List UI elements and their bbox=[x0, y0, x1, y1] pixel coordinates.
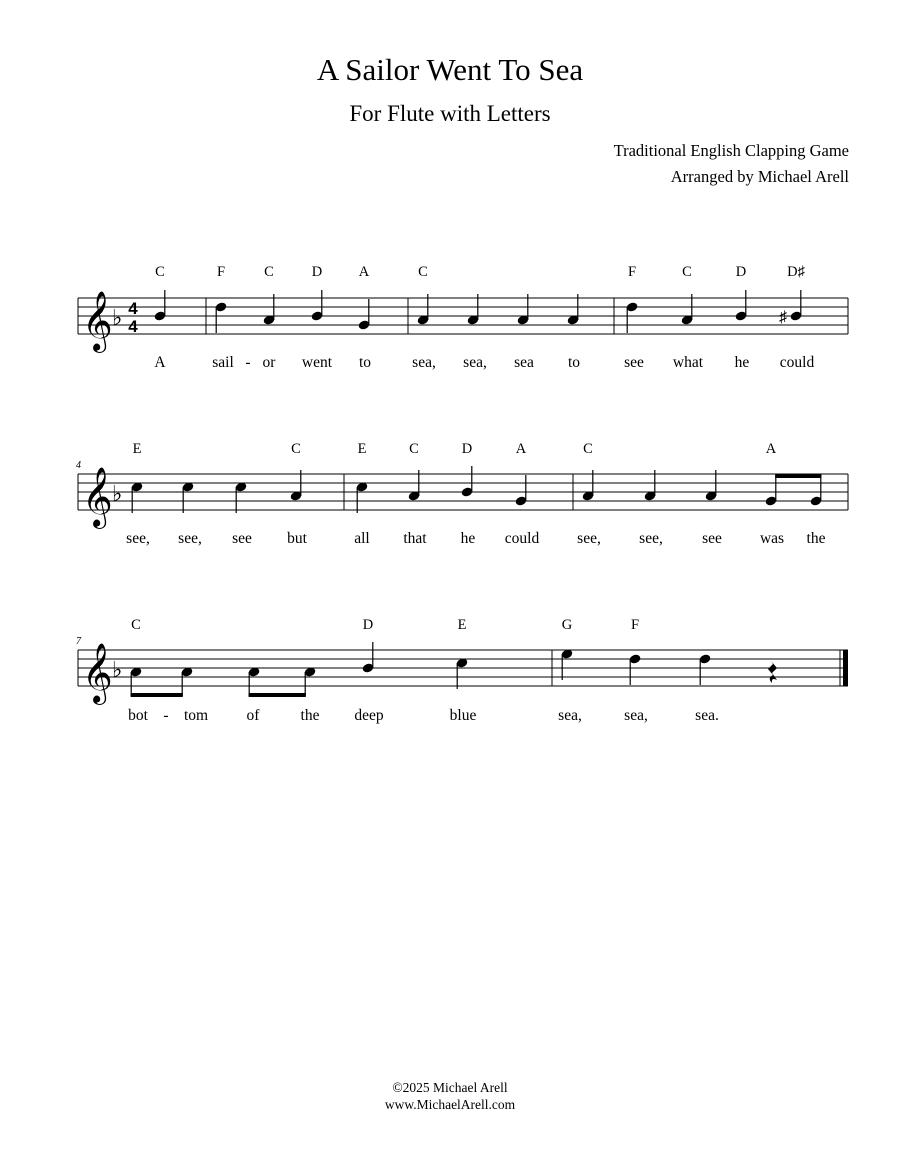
note bbox=[699, 653, 712, 685]
lyric-syllable: tom bbox=[183, 707, 209, 724]
note-letter: D bbox=[311, 264, 323, 280]
lyric-syllable: sea, bbox=[412, 354, 436, 371]
lyric-syllable: that bbox=[403, 530, 427, 547]
lyric-syllable: see, bbox=[126, 530, 150, 547]
treble-clef-icon: 𝄞 bbox=[82, 469, 113, 526]
composer-credit: Traditional English Clapping Game bbox=[613, 141, 849, 160]
note-letter: F bbox=[627, 264, 637, 280]
lyric-syllable: deep bbox=[354, 707, 384, 724]
note bbox=[362, 642, 375, 674]
page-title: A Sailor Went To Sea bbox=[316, 52, 584, 87]
lyric-syllable: see bbox=[624, 354, 644, 371]
lyrics bbox=[128, 707, 719, 724]
note bbox=[461, 466, 474, 498]
eighth-note-pair bbox=[248, 666, 317, 697]
time-signature-top: 4 bbox=[128, 299, 138, 318]
note-letter: A bbox=[765, 441, 777, 457]
note-letter: C bbox=[264, 264, 274, 280]
note bbox=[567, 294, 580, 326]
staff-lines bbox=[78, 298, 848, 334]
lyric-syllable: to bbox=[358, 354, 372, 371]
lyric-syllable: sail bbox=[212, 354, 234, 371]
lyric-syllable: sea bbox=[514, 354, 534, 371]
lyric-syllable: see, bbox=[577, 530, 601, 547]
treble-clef-icon: 𝄞 bbox=[82, 293, 113, 350]
note bbox=[417, 294, 430, 326]
flat-key-signature-icon: ♭ bbox=[112, 657, 123, 682]
note bbox=[790, 290, 803, 322]
note-letter: C bbox=[583, 441, 593, 457]
lyric-syllable: to bbox=[567, 354, 581, 371]
measure-number: 7 bbox=[76, 636, 81, 647]
note-letter: F bbox=[216, 264, 226, 280]
system-1 bbox=[78, 264, 848, 371]
lyric-syllable: or bbox=[262, 354, 276, 371]
eighth-note-pair bbox=[130, 666, 194, 697]
note bbox=[408, 470, 421, 502]
note-letter: C bbox=[418, 264, 428, 280]
final-barline bbox=[843, 650, 848, 686]
lyric-syllable: went bbox=[301, 354, 333, 371]
note bbox=[263, 294, 276, 326]
lyric-syllable: he bbox=[460, 530, 476, 547]
lyric-syllable: all bbox=[354, 530, 370, 547]
note bbox=[644, 470, 657, 502]
note bbox=[358, 299, 371, 331]
beam bbox=[775, 474, 821, 478]
note-letter: F bbox=[630, 617, 640, 633]
lyric-syllable: but bbox=[287, 530, 307, 547]
note bbox=[290, 470, 303, 502]
note bbox=[182, 481, 195, 513]
lyric-hyphen: - bbox=[245, 354, 251, 371]
note-letter: D♯ bbox=[787, 264, 805, 280]
lyric-syllable: see bbox=[702, 530, 722, 547]
note bbox=[705, 470, 718, 502]
lyric-syllable: see, bbox=[178, 530, 202, 547]
note-letter: A bbox=[515, 441, 527, 457]
note bbox=[131, 481, 144, 513]
note bbox=[456, 657, 469, 689]
lyric-syllable: A bbox=[154, 354, 166, 371]
note-letters bbox=[155, 264, 805, 280]
note-letter: C bbox=[291, 441, 301, 457]
eighth-note-pair bbox=[765, 474, 823, 507]
note bbox=[681, 294, 694, 326]
time-signature-bottom: 4 bbox=[128, 317, 138, 336]
lyric-syllable: the bbox=[300, 707, 320, 724]
lyric-syllable: blue bbox=[449, 707, 477, 724]
page-subtitle: For Flute with Letters bbox=[349, 101, 551, 126]
sharp-accidental-icon: ♯ bbox=[779, 309, 787, 326]
quarter-rest-icon bbox=[768, 661, 777, 683]
website-link[interactable]: www.MichaelArell.com bbox=[384, 1097, 516, 1112]
note-letter: D bbox=[362, 617, 374, 633]
note-letter: A bbox=[358, 264, 370, 280]
lyric-hyphen: - bbox=[163, 707, 169, 724]
lyrics bbox=[154, 354, 814, 371]
note bbox=[582, 470, 595, 502]
note bbox=[356, 481, 369, 513]
note-letter: C bbox=[409, 441, 419, 457]
copyright-text: ©2025 Michael Arell bbox=[392, 1080, 508, 1095]
note-letter: G bbox=[561, 617, 573, 633]
note-letter: E bbox=[357, 441, 367, 457]
lyric-syllable: what bbox=[672, 354, 704, 371]
flat-key-signature-icon: ♭ bbox=[112, 481, 123, 506]
lyric-syllable: sea, bbox=[463, 354, 487, 371]
note bbox=[311, 290, 324, 322]
lyric-syllable: he bbox=[734, 354, 750, 371]
note-letter: E bbox=[132, 441, 142, 457]
note bbox=[154, 290, 167, 322]
lyric-syllable: could bbox=[504, 530, 540, 547]
note bbox=[235, 481, 248, 513]
lyrics bbox=[126, 530, 825, 547]
note-letter: C bbox=[682, 264, 692, 280]
note bbox=[467, 294, 480, 326]
note bbox=[629, 653, 642, 685]
note-letter: D bbox=[735, 264, 747, 280]
note bbox=[561, 648, 574, 680]
flat-key-signature-icon: ♭ bbox=[112, 305, 123, 330]
note-letters bbox=[133, 441, 777, 457]
lyric-syllable: of bbox=[246, 707, 260, 724]
lyric-syllable: see bbox=[232, 530, 252, 547]
lyric-syllable: was bbox=[759, 530, 785, 547]
lyric-syllable: sea, bbox=[624, 707, 648, 724]
lyric-syllable: could bbox=[779, 354, 815, 371]
note bbox=[735, 290, 748, 322]
notes bbox=[154, 290, 803, 333]
lyric-syllable: sea, bbox=[558, 707, 582, 724]
system-3 bbox=[76, 617, 848, 724]
note-letter: C bbox=[131, 617, 141, 633]
lyric-syllable: see, bbox=[639, 530, 663, 547]
beam bbox=[131, 693, 183, 697]
note-letter: C bbox=[155, 264, 165, 280]
note-letters bbox=[131, 617, 639, 633]
note-letter: D bbox=[461, 441, 473, 457]
staff-lines bbox=[78, 650, 848, 686]
note bbox=[215, 301, 228, 333]
beam bbox=[249, 693, 306, 697]
note bbox=[515, 475, 528, 507]
treble-clef-icon: 𝄞 bbox=[82, 645, 113, 702]
measure-number: 4 bbox=[76, 460, 81, 471]
arranger-credit: Arranged by Michael Arell bbox=[670, 167, 849, 186]
system-2 bbox=[76, 441, 848, 547]
note bbox=[626, 301, 639, 333]
lyric-syllable: sea. bbox=[695, 707, 719, 724]
lyric-syllable: bot bbox=[128, 707, 148, 724]
note-letter: E bbox=[457, 617, 467, 633]
notes bbox=[131, 466, 823, 513]
note bbox=[517, 294, 530, 326]
lyric-syllable: the bbox=[806, 530, 826, 547]
